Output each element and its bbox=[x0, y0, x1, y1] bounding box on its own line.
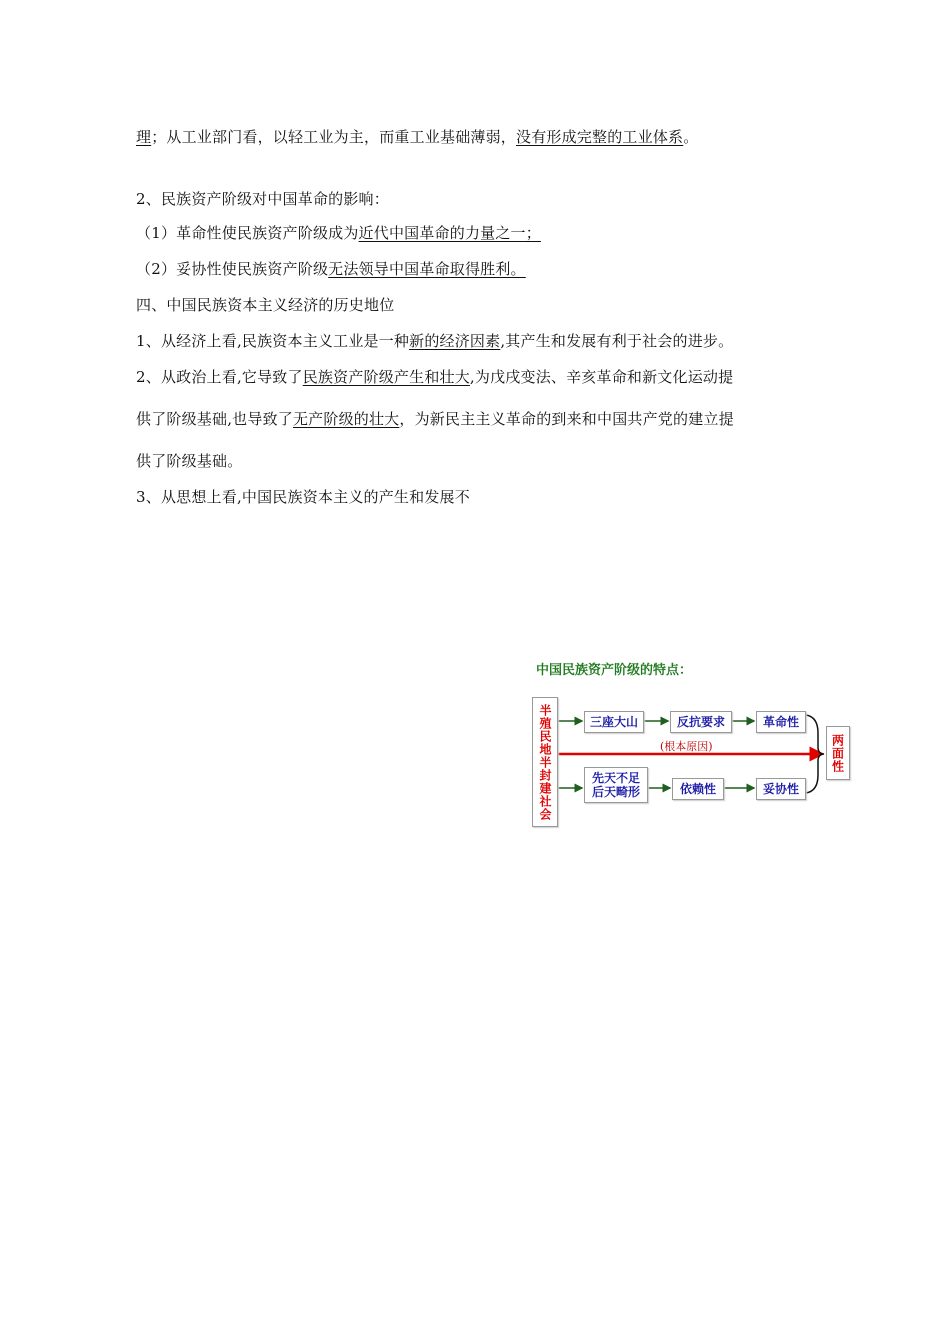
three-mountains-box: 三座大山 bbox=[584, 711, 644, 733]
text-segment: （2）妥协性使民族资产阶级 bbox=[136, 260, 329, 278]
congenital-deficiency-box bbox=[584, 767, 648, 803]
revolutionary-box: 革命性 bbox=[756, 711, 806, 733]
text-segment: 供了阶级基础,也导致了 bbox=[136, 410, 293, 428]
semi-colonial-society-box: 半殖民地半封建社会 bbox=[532, 697, 558, 827]
compromise-box: 妥协性 bbox=[756, 778, 806, 800]
text-segment: 2、从政治上看,它导致了 bbox=[136, 368, 303, 386]
paragraph-line-revolutionary bbox=[136, 223, 541, 243]
paragraph-line-politics-1 bbox=[136, 367, 733, 387]
text-segment: ,其产生和发展有利于社会的进步。 bbox=[500, 332, 734, 350]
underlined-text: 理 bbox=[136, 128, 152, 146]
text-segment: 1、从经济上看,民族资本主义工业是一种 bbox=[136, 332, 410, 350]
underlined-text: 近代中国革命的力量之一； bbox=[358, 224, 541, 242]
underlined-text: 没有形成完整的工业体系 bbox=[516, 128, 684, 146]
box-line-2: 后天畸形 bbox=[591, 785, 640, 799]
dependency-box: 依赖性 bbox=[672, 778, 724, 800]
text-segment: ,为戊戌变法、辛亥革命和新文化运动提 bbox=[469, 368, 734, 386]
underlined-text: 无产阶级的壮大 bbox=[292, 410, 400, 428]
section-heading-influence: 2、民族资产阶级对中国革命的影响： bbox=[136, 190, 389, 208]
duality-box: 两面性 bbox=[826, 726, 850, 780]
box-line-1: 先天不足 bbox=[591, 771, 640, 785]
section-heading-status: 四、中国民族资本主义经济的历史地位 bbox=[136, 296, 395, 314]
text-segment: （1）革命性使民族资产阶级成为 bbox=[136, 224, 359, 242]
underlined-text: 民族资产阶级产生和壮大 bbox=[302, 368, 470, 386]
text-segment: ；从工业部门看，以轻工业为主，而重工业基础薄弱， bbox=[151, 128, 517, 146]
bourgeoisie-characteristics-diagram bbox=[528, 655, 868, 840]
paragraph-line-thought: 3、从思想上看,中国民族资本主义的产生和发展不 bbox=[136, 488, 470, 506]
paragraph-line-1 bbox=[136, 127, 698, 147]
paragraph-line-politics-3: 供了阶级基础。 bbox=[136, 452, 243, 470]
paragraph-line-politics-2 bbox=[136, 409, 734, 429]
resistance-demand-box: 反抗要求 bbox=[670, 711, 732, 733]
underlined-text: 新的经济因素 bbox=[409, 332, 501, 350]
text-segment: 。 bbox=[683, 128, 699, 146]
diagram-title: 中国民族资产阶级的特点： bbox=[536, 663, 693, 678]
paragraph-line-compromise bbox=[136, 259, 526, 279]
underlined-text: 无法领导中国革命取得胜利。 bbox=[328, 260, 526, 278]
paragraph-line-economy bbox=[136, 331, 733, 351]
text-segment: ，为新民主主义革命的到来和中国共产党的建立提 bbox=[399, 410, 734, 428]
root-cause-label: (根本原因) bbox=[660, 740, 713, 753]
